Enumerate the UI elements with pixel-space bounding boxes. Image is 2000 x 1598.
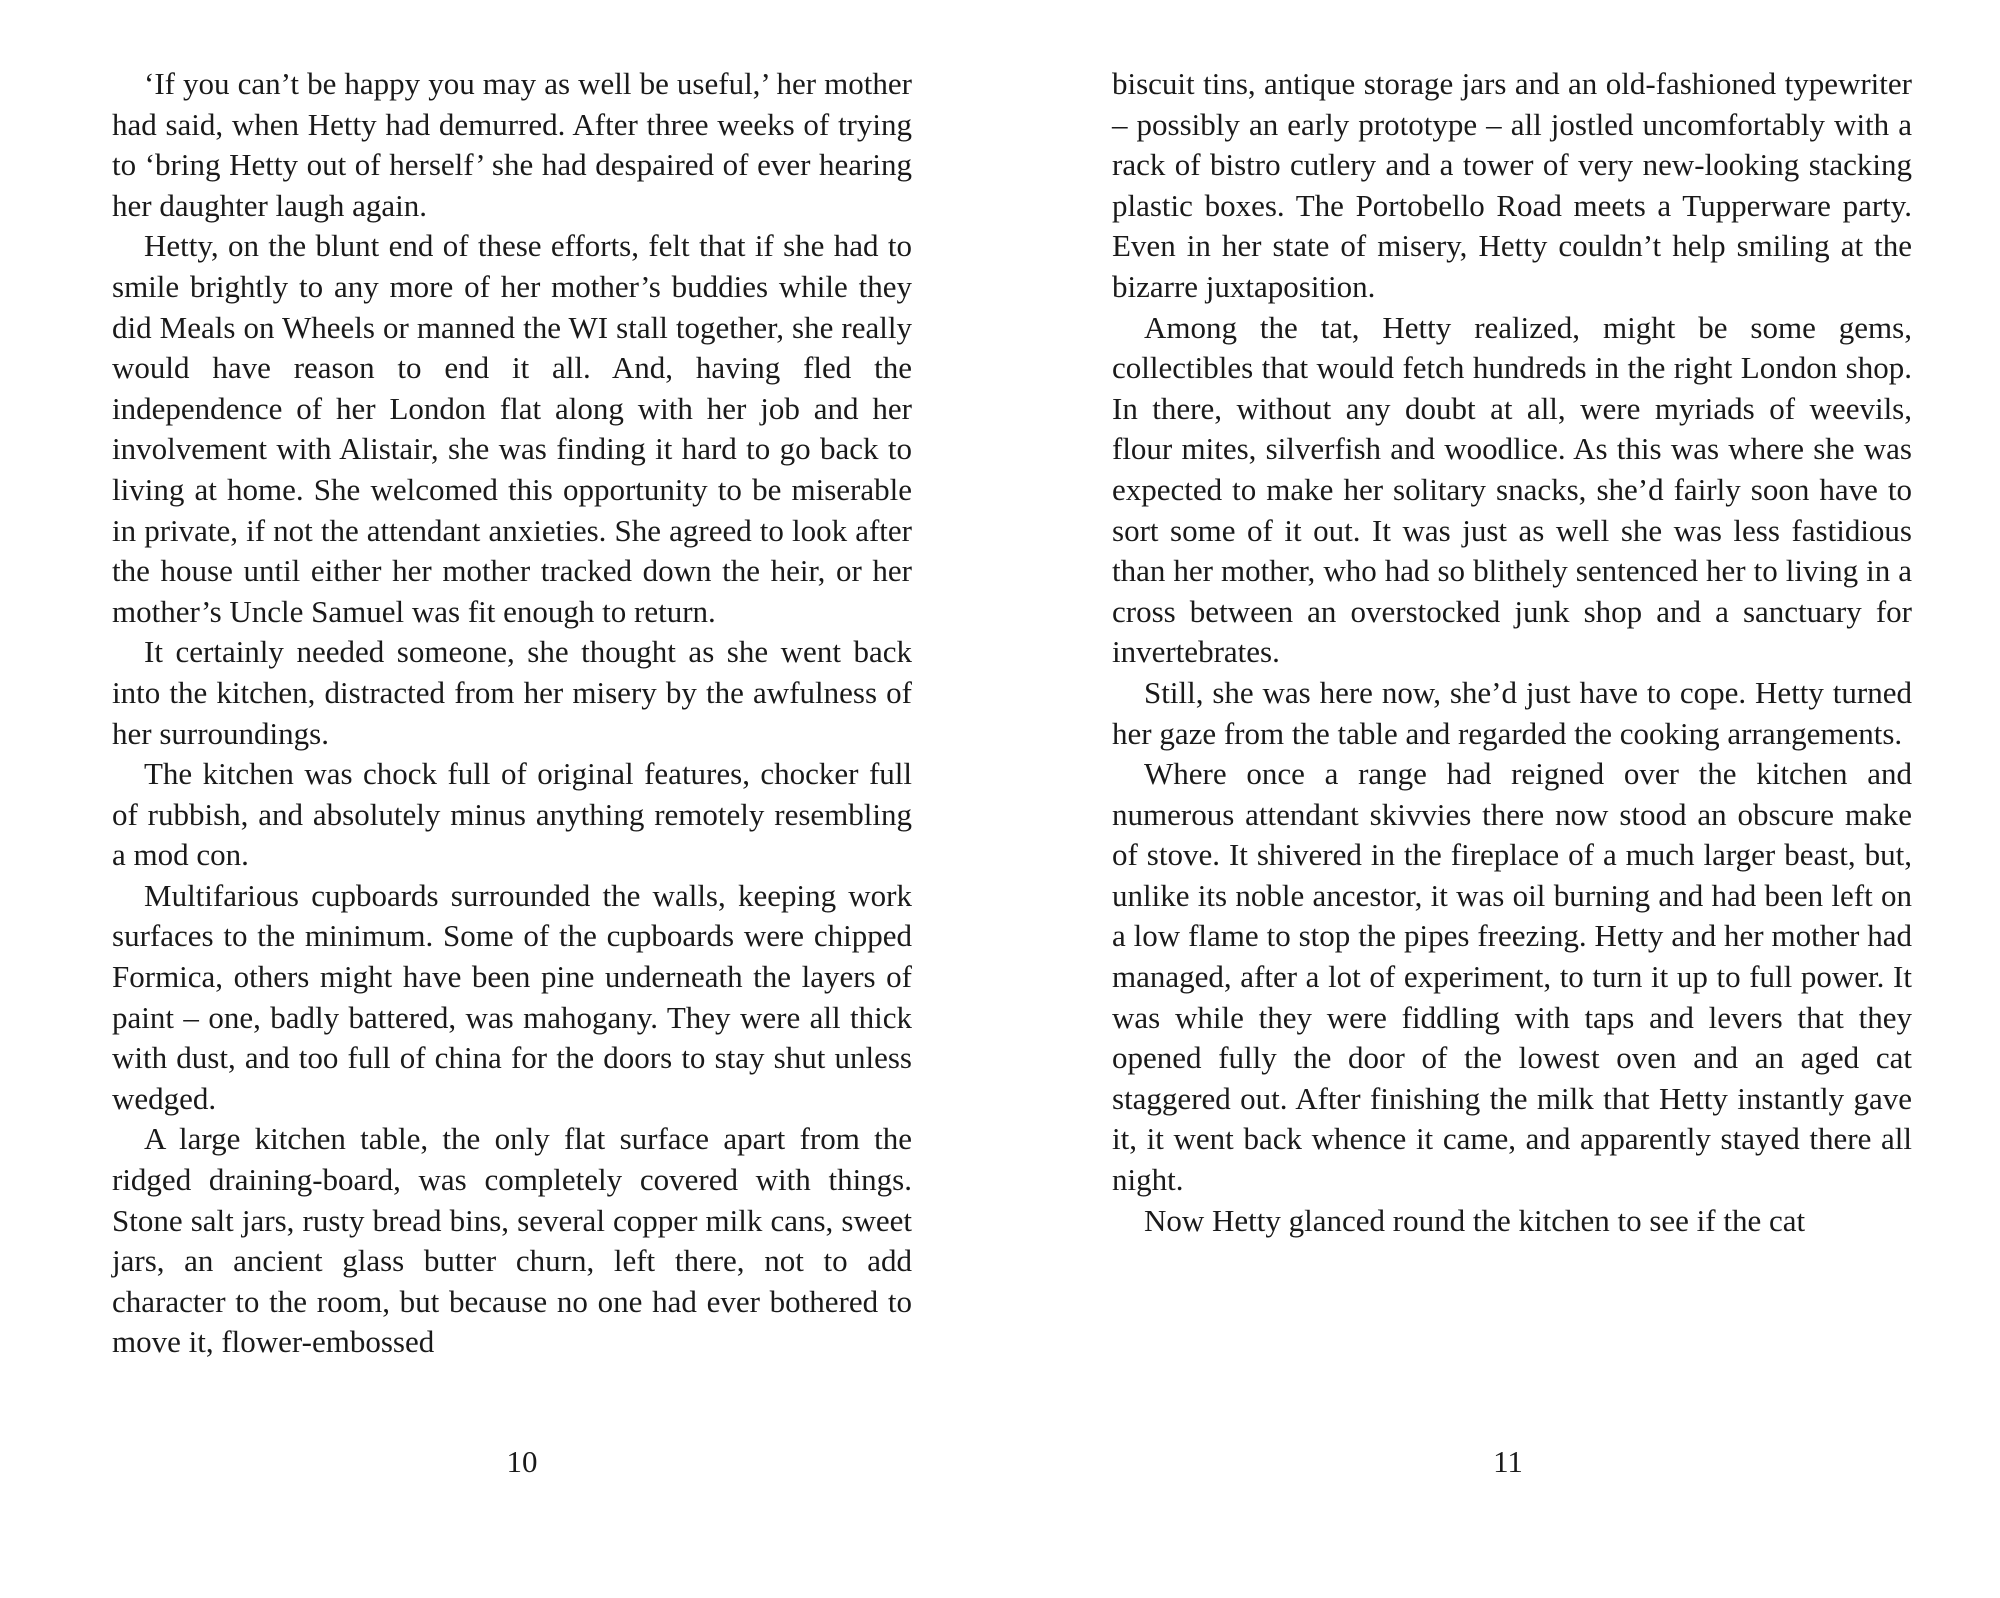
right-page-number: 11 (1493, 1444, 1523, 1479)
right-paragraph-5: Now Hetty glanced round the kitchen to see if the cat (1144, 1202, 1806, 1238)
right-page (1112, 64, 1912, 1241)
right-paragraph-4: Where once a range had reigned over the kitchen and numerous attendant skivvies there now stood an obscure make of stove. It shivered in the fireplace of a much larger beast, but, unlike its noble ancestor, it was oil burning and had been left on a low flame to stop the pipes freezing. Hetty and her mother had managed, after a lot of experiment, to turn it up to full power. It was while they were fiddling with taps and levers that they opened fully the door of the lowest oven and an aged cat staggered out. After finishing the milk that Hetty instantly gave it, it went back whence it came, and apparently stayed there all night. (1112, 756, 1912, 1198)
right-paragraph-2: Among the tat, Hetty realized, might be some gems, collectibles that would fetch hundreds in the right London shop. In there, without any doubt at all, were myriads of weevils, flour mites, silverfish and woodlice. As this was where she was expected to make her solitary snacks, she’d fairly soon have to sort some of it out. It was just as well she was less fastidious than her mother, who had so blithely sentenced her to living in a cross between an overstocked junk shop and a sanctuary for invertebrates. (1112, 309, 1912, 670)
left-paragraph-4: The kitchen was chock full of original features, chocker full of rubbish, and absolutely minus anything remotely resembling a mod con. (112, 756, 912, 873)
left-paragraph-3: It certainly needed someone, she thought as she went back into the kitchen, distracted from her misery by the awfulness of her surroundings. (112, 634, 912, 751)
left-paragraph-6: A large kitchen table, the only flat surface apart from the ridged draining-board, was completely covered with things. Stone salt jars, rusty bread bins, several copper milk cans, sweet jars, an ancient glass butter churn, left there, not to add character to the room, but because no one had ever bothered to move it, flower-embossed (112, 1121, 912, 1360)
left-page (112, 64, 912, 1363)
left-page-number: 10 (506, 1444, 538, 1479)
right-paragraph-3: Still, she was here now, she’d just have to cope. Hetty turned her gaze from the table and regarded the cooking arrangements. (1112, 674, 1912, 751)
left-paragraph-1: ‘If you can’t be happy you may as well be useful,’ her mother had said, when Hetty had demurred. After three weeks of trying to ‘bring Hetty out of herself’ she had despaired of ever hearing her daughter laugh again. (112, 66, 912, 223)
left-paragraph-5: Multifarious cupboards surrounded the walls, keeping work surfaces to the minimum. Some of the cupboards were chipped Formica, others might have been pine underneath the layers of paint – one, badly battered, was mahogany. They were all thick with dust, and too full of china for the doors to stay shut unless wedged. (112, 877, 912, 1116)
left-paragraph-2: Hetty, on the blunt end of these efforts, felt that if she had to smile brightly to any more of her mother’s buddies while they did Meals on Wheels or manned the WI stall together, she really would have reason to end it all. And, having fled the independence of her London flat along with her job and her involvement with Alistair, she was finding it hard to go back to living at home. She welcomed this opportunity to be miserable in private, if not the attendant anxieties. She agreed to look after the house until either her mother tracked down the heir, or her mother’s Uncle Samuel was fit enough to return. (112, 228, 912, 629)
right-paragraph-1: biscuit tins, antique storage jars and an old-fashioned typewriter – possibly an early prototype – all jostled uncomfortably with a rack of bistro cutlery and a tower of very new-looking stacking plastic boxes. The Portobello Road meets a Tupperware party. Even in her state of misery, Hetty couldn’t help smiling at the bizarre juxtaposition. (1112, 66, 1912, 304)
